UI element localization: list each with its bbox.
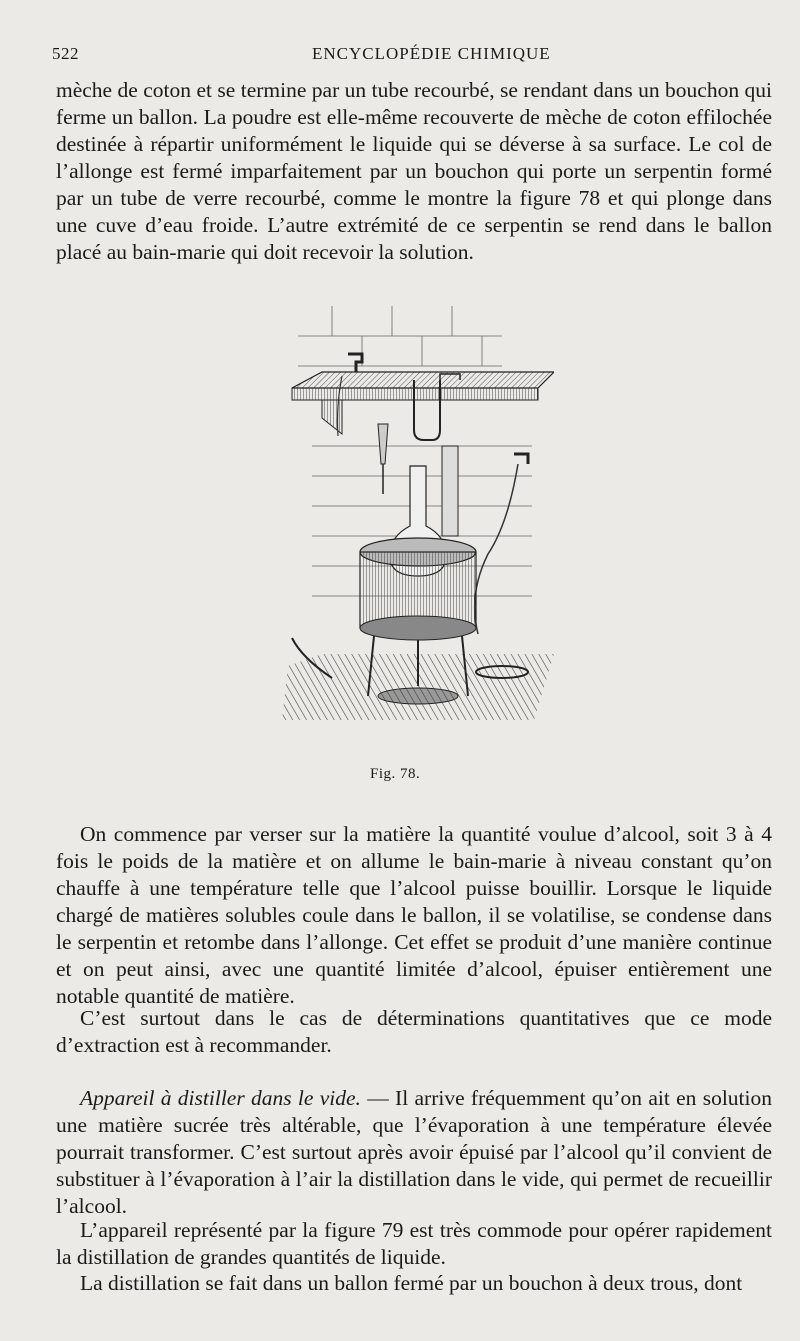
page-number: 522: [52, 44, 79, 63]
apparatus-illustration: [282, 306, 554, 720]
paragraph-body: — Il arrive fréquemment qu’on ait en solution une matière sucrée très altérable, que l’évaporation à une température élevée pourrait transformer. C’est surtout après avoir épuisé par l’alcool qu’il convient de substituer à l’évaporation à l’air la distillation dans le vide, qui permet de recueillir l’alcool.: [56, 1086, 772, 1218]
paragraph-text: On commence par verser sur la matière la quantité voulue d’alcool, soit 3 à 4 fois le poids de la matière et on allume le bain-marie à niveau constant qu’on chauffe à une température telle que l’alcool puisse bouillir. Lorsque le liquide chargé de matières solubles coule dans le ballon, il se volatilise, se condense dans le serpentin et retombe dans l’allonge. Cet effet se produit d’une manière continue et on peut ainsi, avec une quantité limitée d’alcool, épuiser entièrement une notable quantité de matière.: [56, 822, 772, 1008]
paragraph-intro: [56, 77, 772, 266]
paragraph-figure79: [56, 1217, 772, 1271]
figure-caption: Fig. 78.: [370, 766, 421, 782]
paragraph-vacuum-distill: [56, 1085, 772, 1220]
paragraph-procedure: [56, 821, 772, 1010]
paragraph-distillation: [56, 1270, 772, 1297]
paragraph-recommendation: [56, 1005, 772, 1059]
paragraph-text: La distillation se fait dans un ballon fermé par un bouchon à deux trous, dont: [80, 1271, 743, 1295]
section-heading-italic: Appareil à distiller dans le vide.: [80, 1086, 361, 1110]
paragraph-text: mèche de coton et se termine par un tube recourbé, se rendant dans un bouchon qui ferme un ballon. La poudre est elle-même recouverte de mèche de coton effilochée destinée à répartir uniformément le liquide qui se déverse à sa surface. Le col de l’allonge est fermé imparfaitement par un bouchon qui porte un serpentin formé par un tube de verre recourbé, comme le montre la figure 78 et qui plonge dans une cuve d’eau froide. L’autre extrémité de ce serpentin se rend dans le ballon placé au bain-marie qui doit recevoir la solution.: [56, 78, 772, 264]
running-title: ENCYCLOPÉDIE CHIMIQUE: [312, 44, 551, 63]
paragraph-text: L’appareil représenté par la figure 79 est très commode pour opérer rapidement la distillation de grandes quantités de liquide.: [56, 1218, 772, 1269]
paragraph-text: [56, 1085, 772, 1220]
paragraph-text: C’est surtout dans le cas de déterminations quantitatives que ce mode d’extraction est à recommander.: [56, 1006, 772, 1057]
